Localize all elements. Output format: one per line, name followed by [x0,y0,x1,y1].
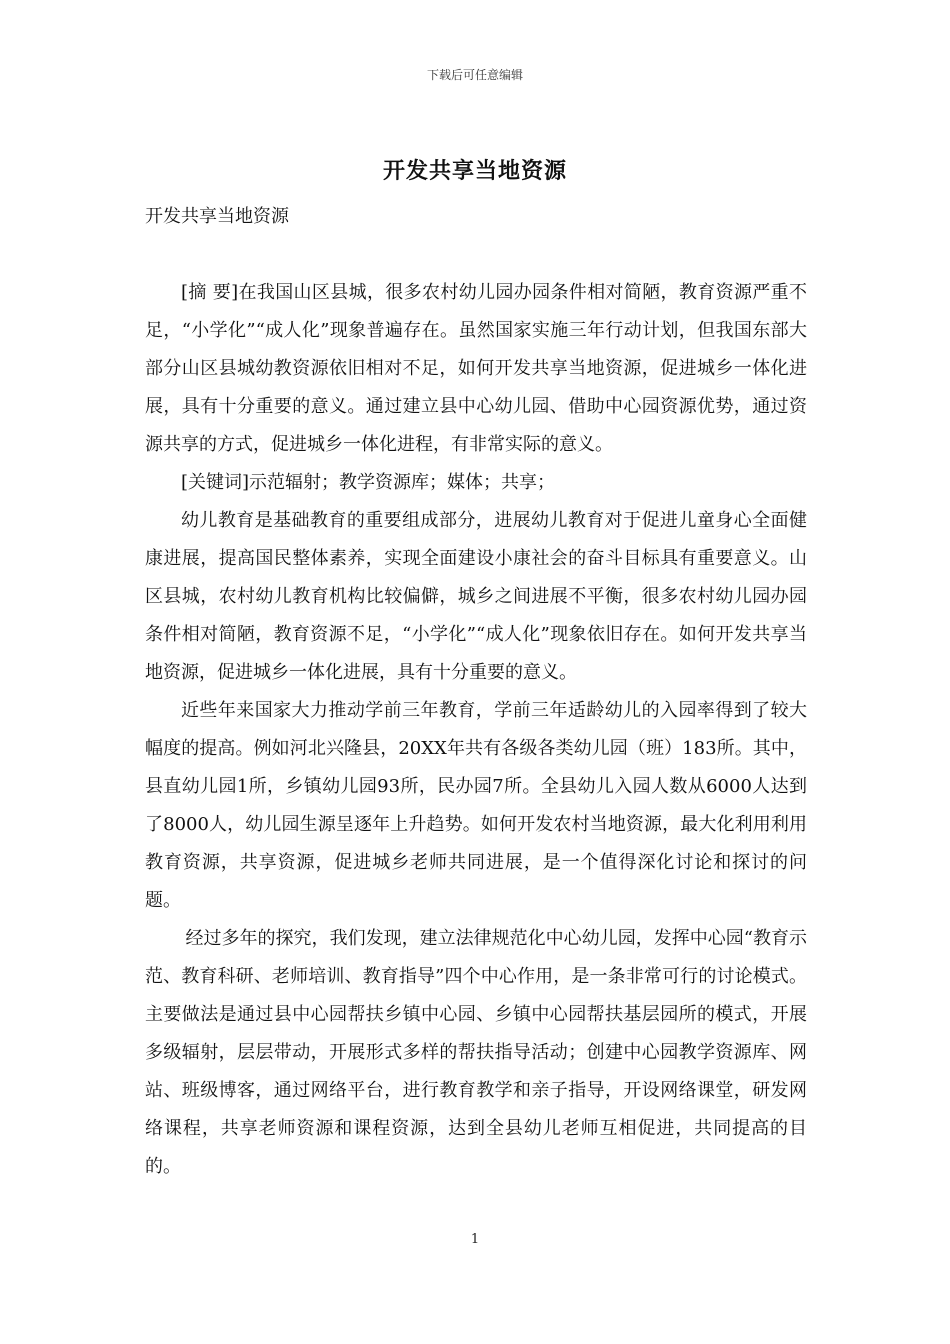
blank-line [145,236,807,274]
document-title: 开发共享当地资源 [382,158,567,184]
header-note: 下载后可任意编辑 [426,68,523,82]
document-subtitle: 开发共享当地资源 [145,206,289,227]
abstract-paragraph: [摘 要]在我国山区县城，很多农村幼儿园办园条件相对简陋，教育资源严重不足，“小学化”“成人化”现象普遍存在。虽然国家实施三年行动计划，但我国东部大部分山区县城幼教资源依旧相对不足，如何开发共享当地资源，促进城乡一体化进展，具有十分重要的意义。通过建立县中心幼儿园、借助中心园资源优势，通过资源共享的方式，促进城乡一体化进程，有非常实际的意义。 [145,282,807,455]
body-paragraph: 近些年来国家大力推动学前三年教育，学前三年适龄幼儿的入园率得到了较大幅度的提高。例如河北兴隆县，20XX年共有各级各类幼儿园（班）183所。其中，县直幼儿园1所，乡镇幼儿园93所，民办园7所。全县幼儿入园人数从6000人达到了8000人，幼儿园生源呈逐年上升趋势。如何开发农村当地资源，最大化利用利用教育资源，共享资源，促进城乡老师共同进展，是一个值得深化讨论和探讨的问题。 [145,700,807,911]
body-paragraph: 幼儿教育是基础教育的重要组成部分，进展幼儿教育对于促进儿童身心全面健康进展，提高国民整体素养，实现全面建设小康社会的奋斗目标具有重要意义。山区县城，农村幼儿教育机构比较偏僻，城乡之间进展不平衡，很多农村幼儿园办园条件相对简陋，教育资源不足，“小学化”“成人化”现象依旧存在。如何开发共享当地资源，促进城乡一体化进展，具有十分重要的意义。 [145,510,807,683]
keywords-paragraph: [关键词]示范辐射；教学资源库；媒体；共享； [181,472,556,493]
document-body [145,198,807,1186]
body-paragraph: 经过多年的探究，我们发现，建立法律规范化中心幼儿园，发挥中心园“教育示范、教育科研、老师培训、教育指导”四个中心作用，是一条非常可行的讨论模式。主要做法是通过县中心园帮扶乡镇中心园、乡镇中心园帮扶基层园所的模式，开展多级辐射，层层带动，开展形式多样的帮扶指导活动；创建中心园教学资源库、网站、班级博客，通过网络平台，进行教育教学和亲子指导，开设网络课堂，研发网络课程，共享老师资源和课程资源，达到全县幼儿老师互相促进，共同提高的目的。 [145,928,807,1177]
page-number: 1 [470,1232,480,1247]
